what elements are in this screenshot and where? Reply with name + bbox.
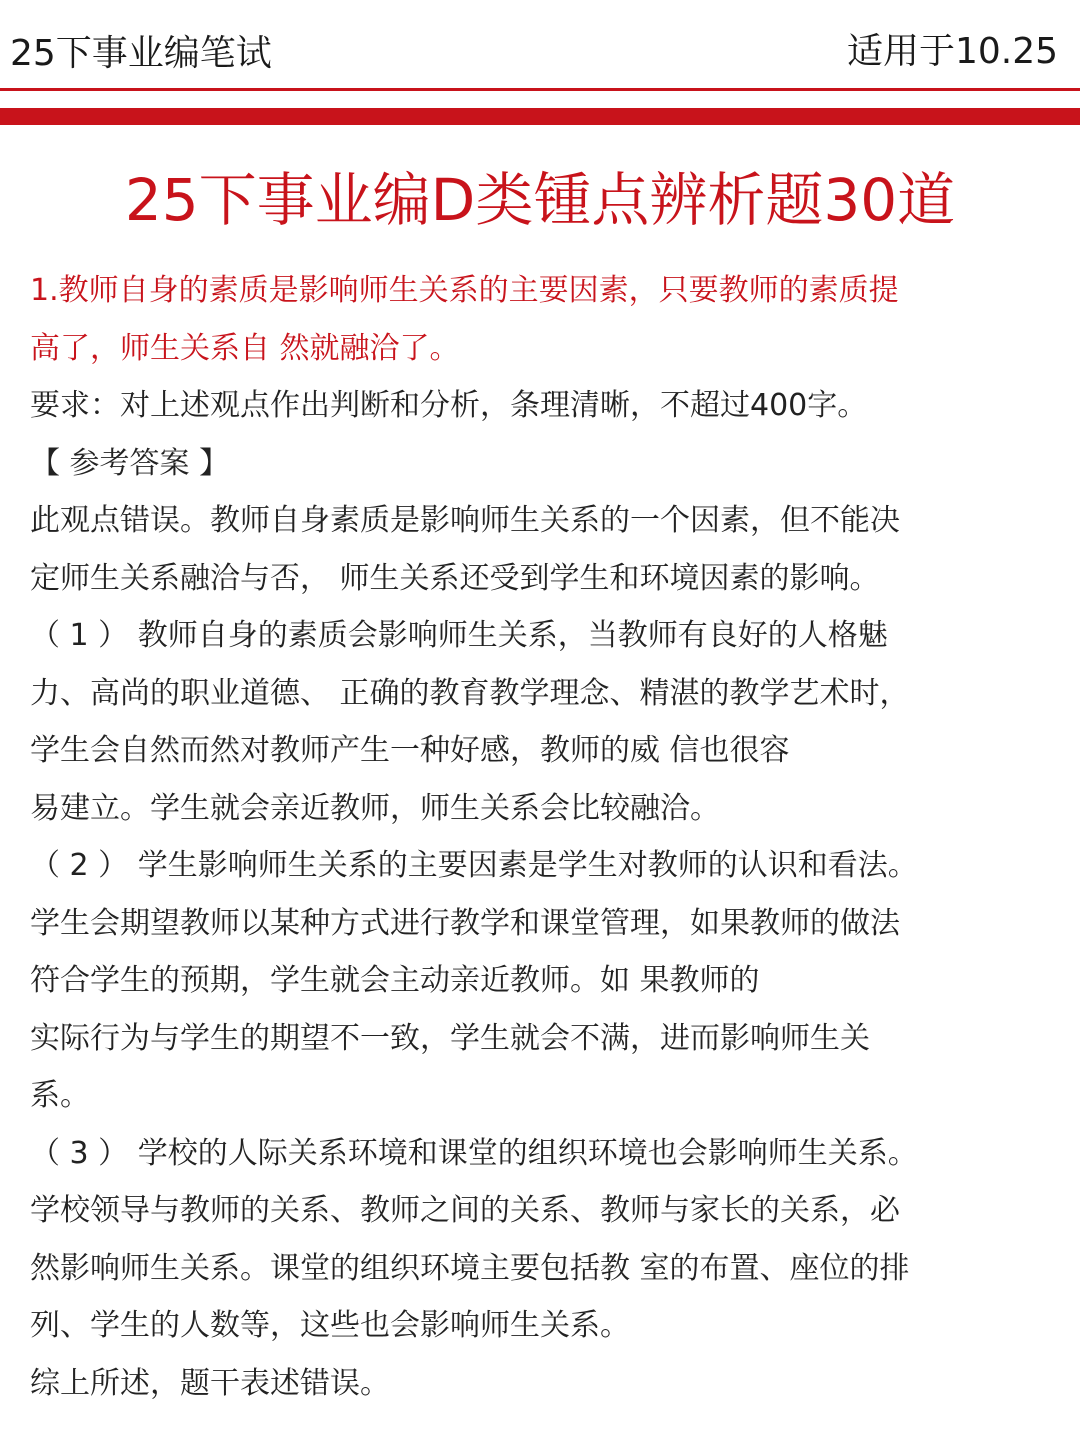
requirement-text: 要求：对上述观点作出判断和分析，条理清晰，不超过400字。 [30,388,868,423]
answer-line: 学生会期望教师以某种方式进行教学和课堂管理，如果教师的做法 [30,905,900,941]
answer-line: 学校领导与教师的关系、教师之间的关系、教师与家长的关系，必 [30,1193,900,1228]
answer-line: （ 2 ） 学生影响师生关系的主要因素是学生对教师的认识和看法。 [30,848,918,883]
answer-line: （ 3 ） 学校的人际关系环境和课堂的组织环境也会影响师生关系。 [30,1135,918,1171]
document-content [30,262,1070,1412]
header-right-label: 适用于10.25 [846,31,1058,72]
answer-line: 系。 [30,1078,90,1113]
answer-line: 学生会自然而然对教师产生一种好感，教师的威 信也很容 [30,733,790,768]
answer-line: 然影响师生关系。课堂的组织环境主要包括教 室的布置、座位的排 [30,1250,910,1286]
answer-label: 【 参考答案 】 [30,445,230,481]
conclusion-line: 综上所述，题干表述错误。 [30,1365,390,1401]
answer-line: 力、高尚的职业道德、 正确的教育教学理念、精湛的教学艺术时， [30,675,910,711]
page-header [0,0,1080,88]
header-divider-thin [0,88,1080,91]
header-left-label: 25下事业编笔试 [10,33,272,74]
answer-line: 定师生关系融洽与否， 师生关系还受到学生和环境因素的影响。 [30,560,880,596]
answer-line: 实际行为与学生的期望不一致，学生就会不满，进而影响师生关 [30,1020,870,1056]
question-line: 高了，师生关系自 然就融洽了。 [30,330,460,366]
header-divider-thick [0,108,1080,125]
answer-line: 易建立。学生就会亲近教师，师生关系会比较融洽。 [30,790,720,826]
answer-line: 列、学生的人数等，这些也会影响师生关系。 [30,1308,630,1343]
answer-line: 符合学生的预期，学生就会主动亲近教师。如 果教师的 [30,963,760,998]
answer-line: （ 1 ） 教师自身的素质会影响师生关系，当教师有良好的人格魅 [30,618,888,653]
question-line: 1.教师自身的素质是影响师生关系的主要因素，只要教师的素质提 [30,273,899,308]
document-title: 25下事业编D类锺点辨析题30道 [124,166,956,234]
answer-line: 此观点错误。教师自身素质是影响师生关系的一个因素，但不能决 [30,503,900,538]
